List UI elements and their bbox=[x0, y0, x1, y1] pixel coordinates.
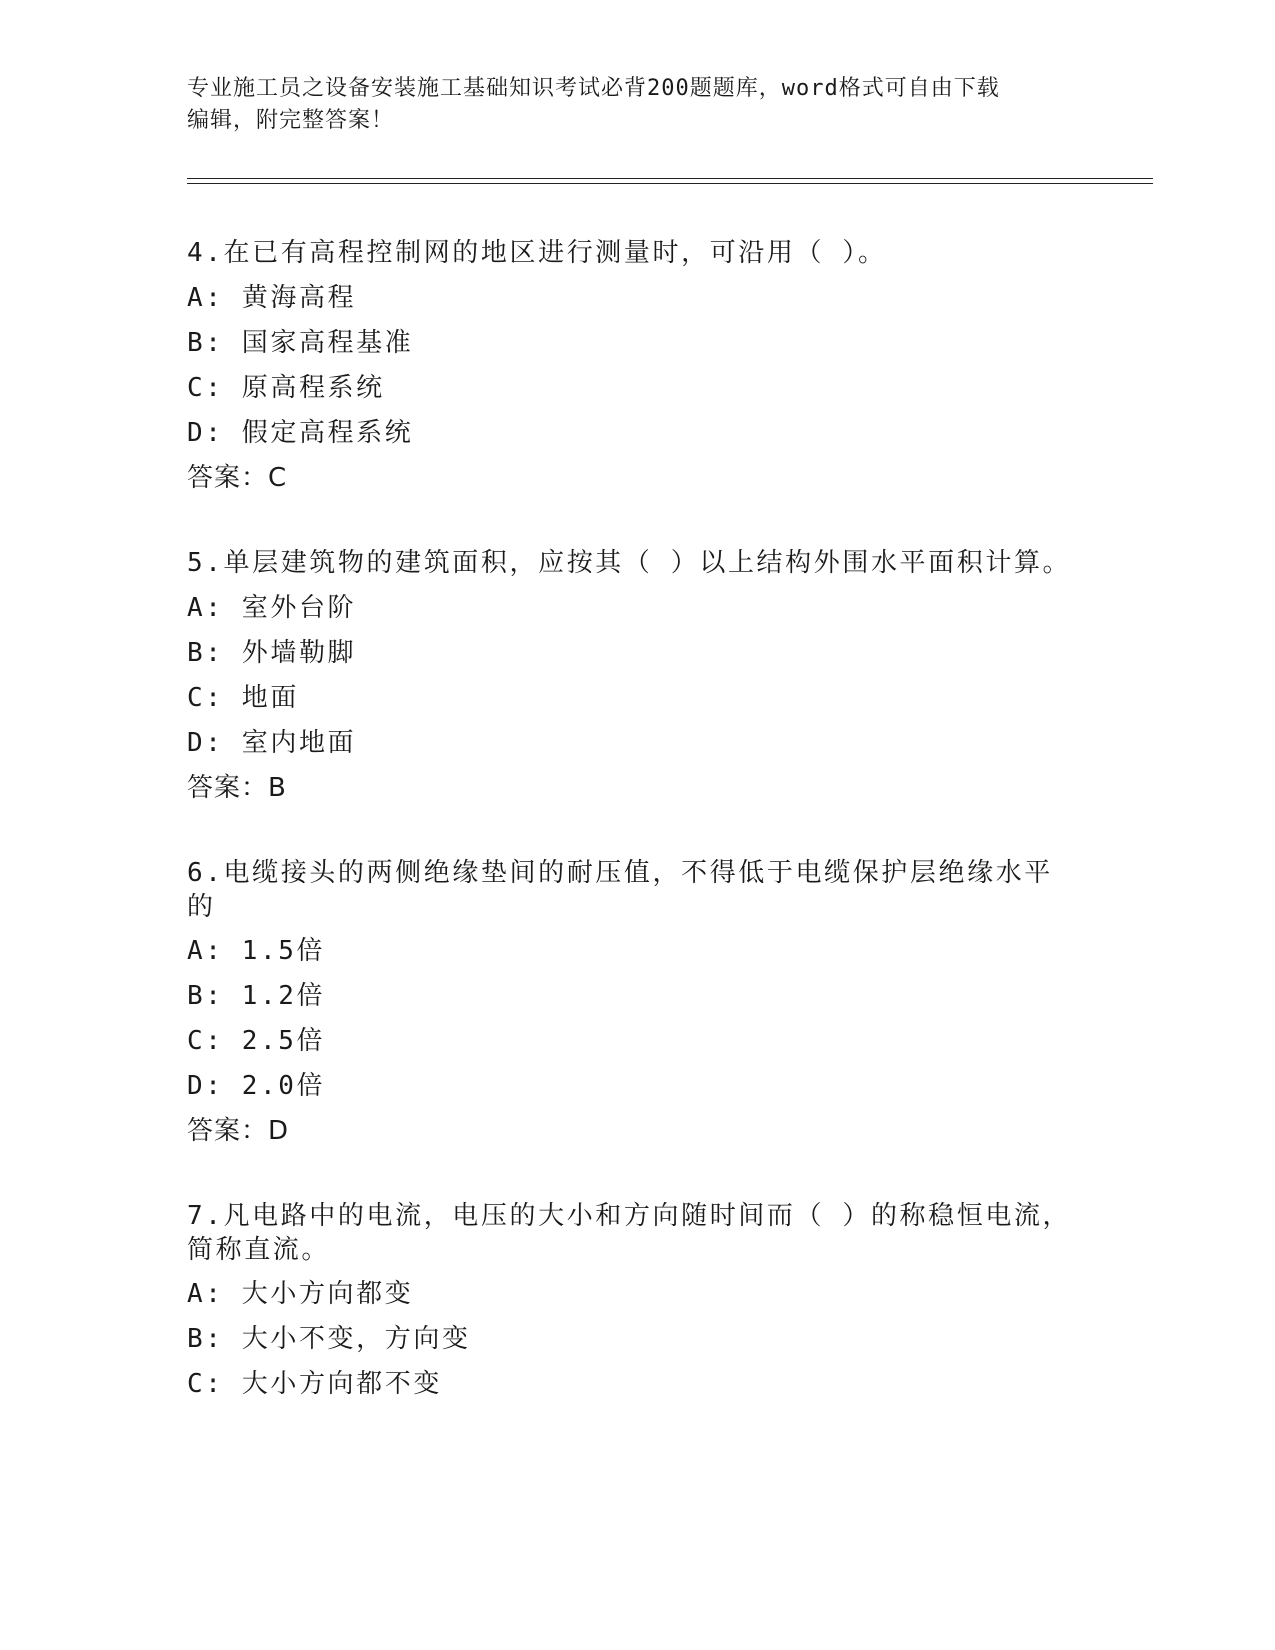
header-divider-bottom bbox=[187, 183, 1153, 184]
option-b: B: 1.2倍 bbox=[187, 981, 326, 1011]
question-7 bbox=[187, 1199, 1087, 1402]
question-text bbox=[187, 856, 1087, 924]
question-text: 5.单层建筑物的建筑面积，应按其（ ）以上结构外围水平面积计算。 bbox=[187, 548, 1072, 578]
question-6 bbox=[187, 856, 1087, 1149]
option-c: C: 大小方向都不变 bbox=[187, 1369, 442, 1399]
header-title-line-2: 编辑，附完整答案！ bbox=[187, 108, 395, 133]
option-c: C: 地面 bbox=[187, 683, 299, 713]
option-a: A: 大小方向都变 bbox=[187, 1279, 414, 1309]
option-a: A: 室外台阶 bbox=[187, 593, 357, 623]
header-title-line-1: 专业施工员之设备安装施工基础知识考试必背200题题库，word格式可自由下载 bbox=[187, 76, 1000, 101]
header-divider-top bbox=[187, 178, 1153, 179]
question-text bbox=[187, 1199, 1087, 1267]
answer: 答案：D bbox=[187, 1116, 290, 1146]
answer: 答案：B bbox=[187, 773, 287, 803]
question-5 bbox=[187, 546, 1087, 806]
option-a: A: 黄海高程 bbox=[187, 283, 357, 313]
question-text-line-2: 简称直流。 bbox=[187, 1235, 331, 1265]
option-d: D: 室内地面 bbox=[187, 728, 357, 758]
option-c: C: 2.5倍 bbox=[187, 1026, 326, 1056]
option-b: B: 大小不变，方向变 bbox=[187, 1324, 471, 1354]
question-text-line-1: 6.电缆接头的两侧绝缘垫间的耐压值，不得低于电缆保护层绝缘水平 bbox=[187, 858, 1053, 888]
answer: 答案：C bbox=[187, 463, 288, 493]
document-header bbox=[187, 73, 1067, 137]
question-text: 4.在已有高程控制网的地区进行测量时，可沿用（ ）。 bbox=[187, 238, 887, 268]
option-b: B: 外墙勒脚 bbox=[187, 638, 357, 668]
question-text-line-1: 7.凡电路中的电流，电压的大小和方向随时间而（ ）的称稳恒电流， bbox=[187, 1201, 1072, 1231]
option-a: A: 1.5倍 bbox=[187, 936, 326, 966]
option-b: B: 国家高程基准 bbox=[187, 328, 414, 358]
option-d: D: 假定高程系统 bbox=[187, 418, 414, 448]
question-list bbox=[187, 236, 1087, 1452]
option-c: C: 原高程系统 bbox=[187, 373, 385, 403]
question-4 bbox=[187, 236, 1087, 496]
option-d: D: 2.0倍 bbox=[187, 1071, 326, 1101]
question-text-line-2: 的 bbox=[187, 892, 216, 922]
